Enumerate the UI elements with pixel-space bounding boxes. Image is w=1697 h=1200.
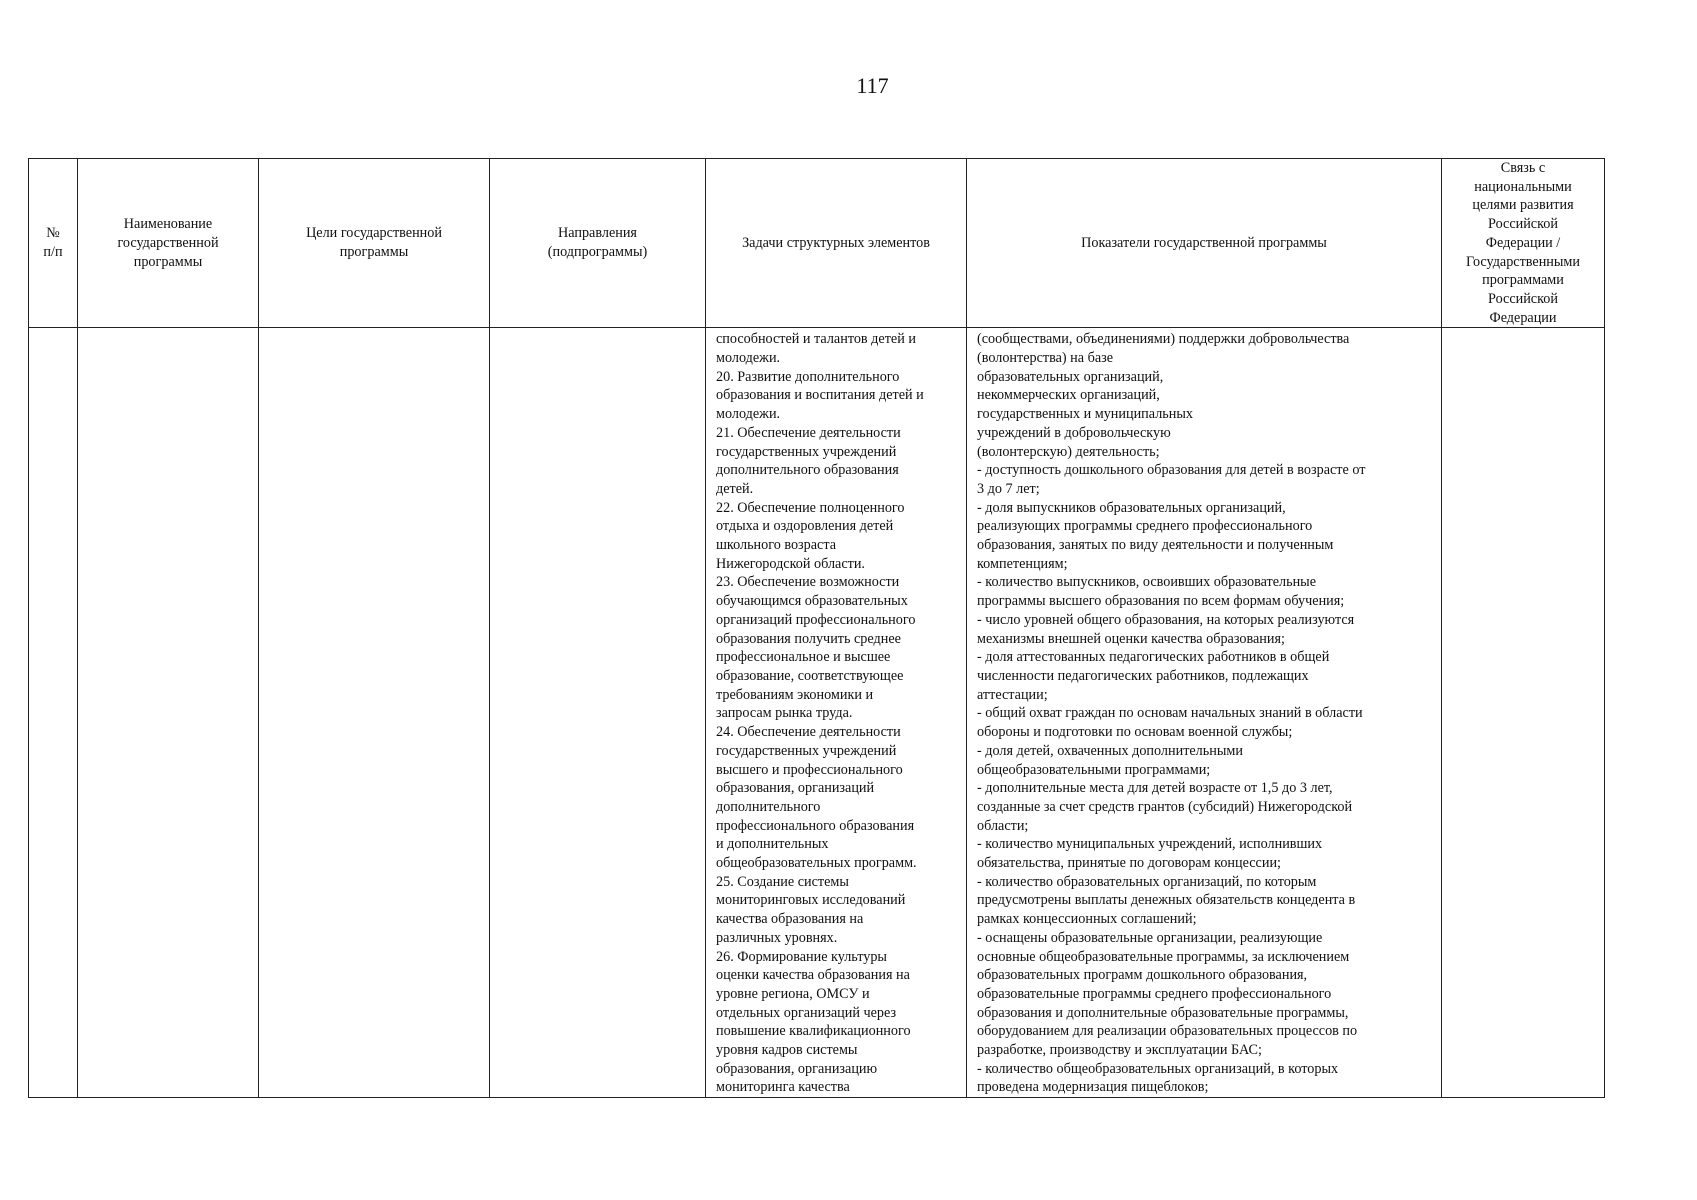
page-number: 117	[856, 73, 889, 98]
cell-program-name	[78, 328, 259, 1098]
cell-indicators: (сообществами, объединениями) поддержки добровольчества (волонтерства) на базе образовательных организаций, некоммерческих организаций, государственных и муниципальных учреждений в добровольческую (волонтерскую) деятельность; - доступность дошкольного образования для детей в возрасте от 3 до 7 лет; - доля выпускников образовательных организаций, реализующих программы среднего профессионального образования, занятых по виду деятельности и полученным компетенциям; - количество выпускников, освоивших образовательные программы высшего образования по всем формам обучения; - число уровней общего образования, на которых реализуются механизмы внешней оценки качества образования; - доля аттестованных педагогических работников в общей численности педагогических работников, подлежащих аттестации; - общий охват граждан по основам начальных знаний в области обороны и подготовки по основам военной службы; - доля детей, охваченных дополнительными общеобразовательными программами; - дополнительные места для детей возрасте от 1,5 до 3 лет, созданные за счет средств грантов (субсидий) Нижегородской области; - количество муниципальных учреждений, исполнивших обязательства, принятые по договорам концессии; - количество образовательных организаций, по которым предусмотрены выплаты денежных обязательств концедента в рамках концессионных соглашений; - оснащены образовательные организации, реализующие основные общеобразовательные программы, за исключением образовательных программ дошкольного образования, образовательные программы среднего профессионального образования и дополнительные образовательные программы, оборудованием для реализации образовательных процессов по разработке, производству и эксплуатации БАС; - количество общеобразовательных организаций, в которых проведена модернизация пищеблоков;	[967, 328, 1442, 1098]
header-program-name: Наименование государственной программы	[78, 159, 259, 328]
program-table	[28, 158, 1605, 1098]
header-program-goals: Цели государственной программы	[259, 159, 490, 328]
cell-national-goals-link	[1442, 328, 1605, 1098]
cell-tasks: способностей и талантов детей и молодежи. 20. Развитие дополнительного образования и воспитания детей и молодежи. 21. Обеспечение деятельности государственных учреждений дополнительного образования детей. 22. Обеспечение полноценного отдыха и оздоровления детей школьного возраста Нижегородской области. 23. Обеспечение возможности обучающимся образовательных организаций профессионального образования получить среднее профессиональное и высшее образование, соответствующее требованиям экономики и запросам рынка труда. 24. Обеспечение деятельности государственных учреждений высшего и профессионального образования, организаций дополнительного профессионального образования и дополнительных общеобразовательных программ. 25. Создание системы мониторинговых исследований качества образования на различных уровнях. 26. Формирование культуры оценки качества образования на уровне региона, ОМСУ и отдельных организаций через повышение квалификационного уровня кадров системы образования, организацию мониторинга качества	[706, 328, 967, 1098]
header-tasks: Задачи структурных элементов	[706, 159, 967, 328]
cell-program-goals	[259, 328, 490, 1098]
header-indicators: Показатели государственной программы	[967, 159, 1442, 328]
header-national-goals-link: Связь с национальными целями развития Российской Федерации / Государственными программами Российской Федерации	[1442, 159, 1605, 328]
table-row	[29, 328, 1605, 1098]
header-num: № п/п	[29, 159, 78, 328]
table-header-row	[29, 159, 1605, 328]
cell-directions	[490, 328, 706, 1098]
cell-num	[29, 328, 78, 1098]
header-directions: Направления (подпрограммы)	[490, 159, 706, 328]
